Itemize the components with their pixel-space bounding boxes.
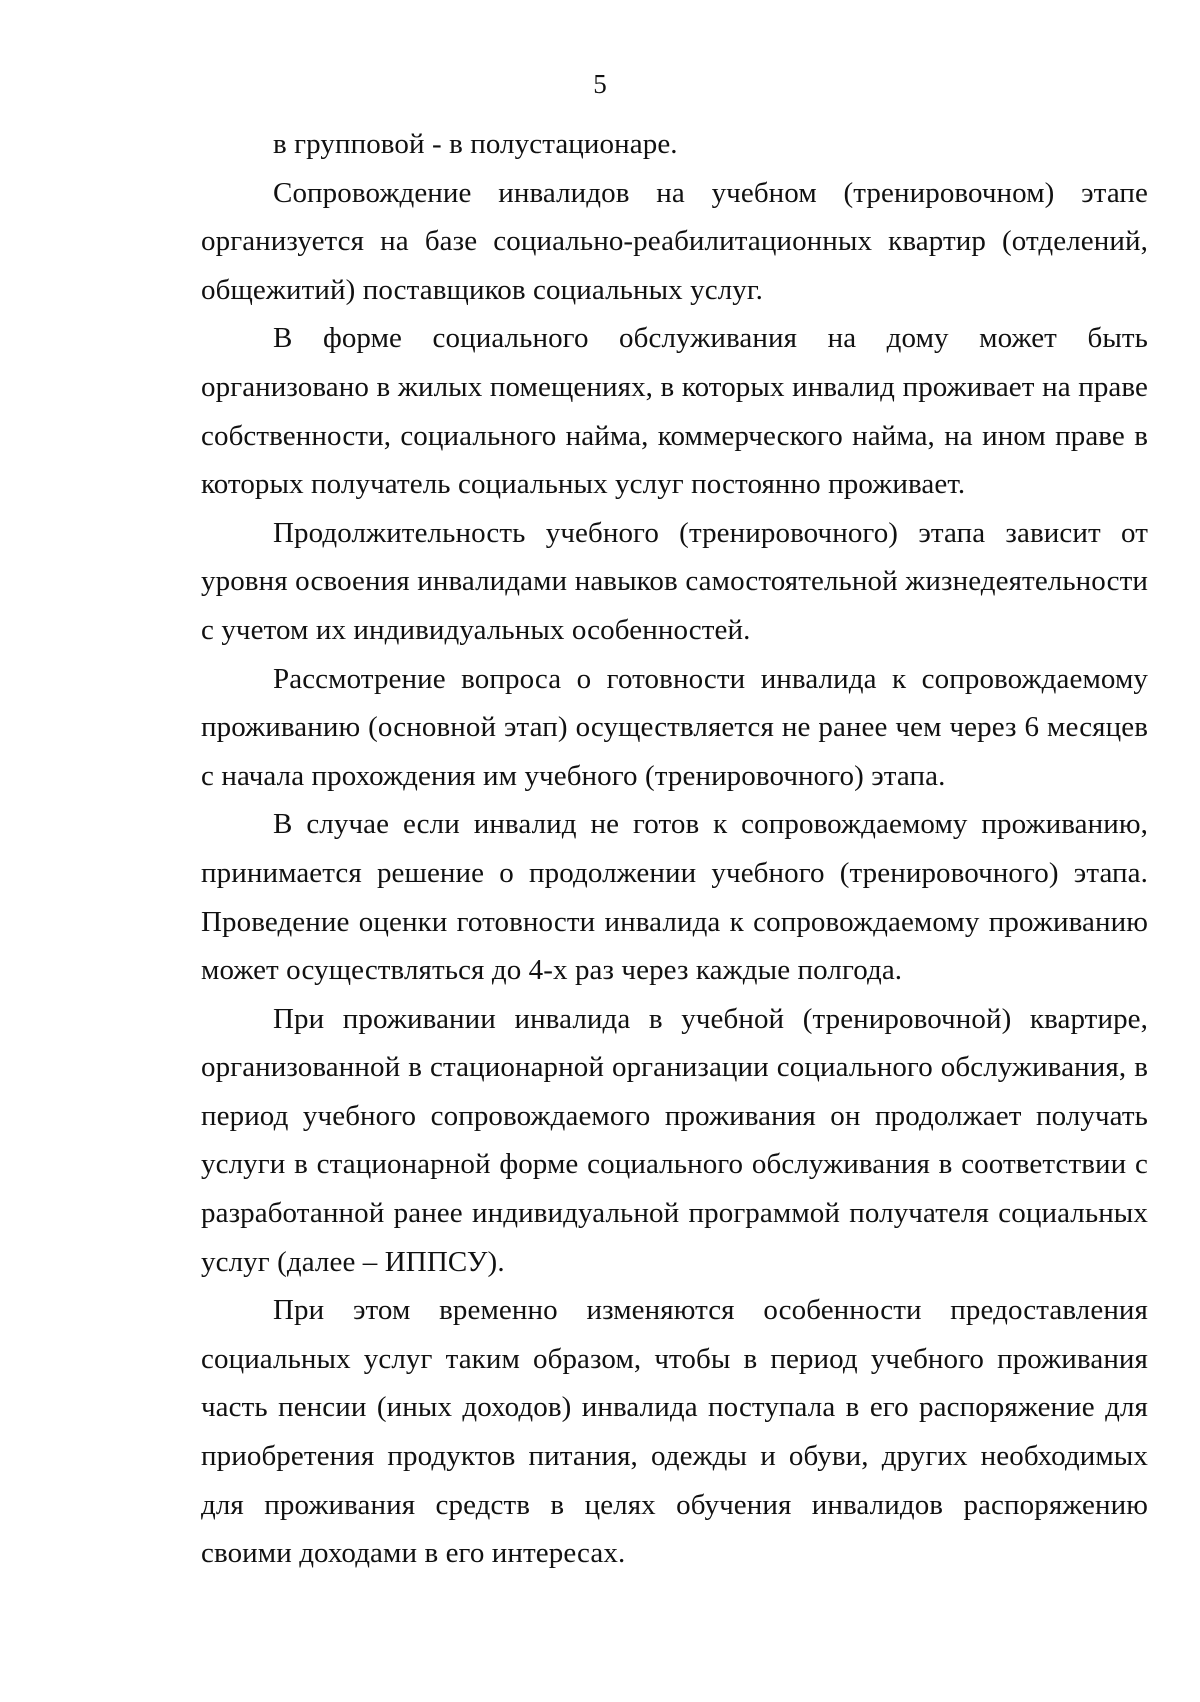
paragraph-home-service: В форме социального обслуживания на дому может быть организовано в жилых помещениях, в которых инвалид проживает на праве собственности, социального найма, коммерческого найма, на ином праве в которых получатель социальных услуг постоянно проживает. — [201, 322, 1148, 501]
page-number: 5 — [593, 69, 607, 99]
paragraph-stage-duration: Продолжительность учебного (тренировочного) этапа зависит от уровня освоения инвалидами навыков самостоятельной жизнедеятельности с учетом их индивидуальных особенностей. — [201, 516, 1148, 646]
paragraph-not-ready-case: В случае если инвалид не готов к сопровождаемому проживанию, принимается решение о продолжении учебного (тренировочного) этапа. Проведение оценки готовности инвалида к сопровождаемому проживанию может осуществляться до 4-х раз через каждые полгода. — [201, 808, 1148, 987]
paragraph-stationary-apartment: При проживании инвалида в учебной (тренировочной) квартире, организованной в стационарной организации социального обслуживания, в период учебного сопровождаемого проживания он продолжает получать услуги в стационарной форме социального обслуживания в соответствии с разработанной ранее индивидуальной программой получателя социальных услуг (далее – ИППСУ). — [201, 1002, 1148, 1278]
document-body — [201, 120, 1148, 1578]
paragraph-readiness-review: Рассмотрение вопроса о готовности инвалида к сопровождаемому проживанию (основной этап) осуществляется не ранее чем через 6 месяцев с начала прохождения им учебного (тренировочного) этапа. — [201, 662, 1148, 792]
paragraph-continuation: в групповой - в полустационаре. — [273, 128, 678, 160]
paragraph-escort-organization: Сопровождение инвалидов на учебном (тренировочном) этапе организуется на базе социально-реабилитационных квартир (отделений, общежитий) поставщиков социальных услуг. — [201, 176, 1148, 306]
paragraph-pension-disposal: При этом временно изменяются особенности предоставления социальных услуг таким образом, чтобы в период учебного проживания часть пенсии (иных доходов) инвалида поступала в его распоряжение для приобретения продуктов питания, одежды и обуви, других необходимых для проживания средств в целях обучения инвалидов распоряжению своими доходами в его интересах. — [201, 1294, 1148, 1570]
